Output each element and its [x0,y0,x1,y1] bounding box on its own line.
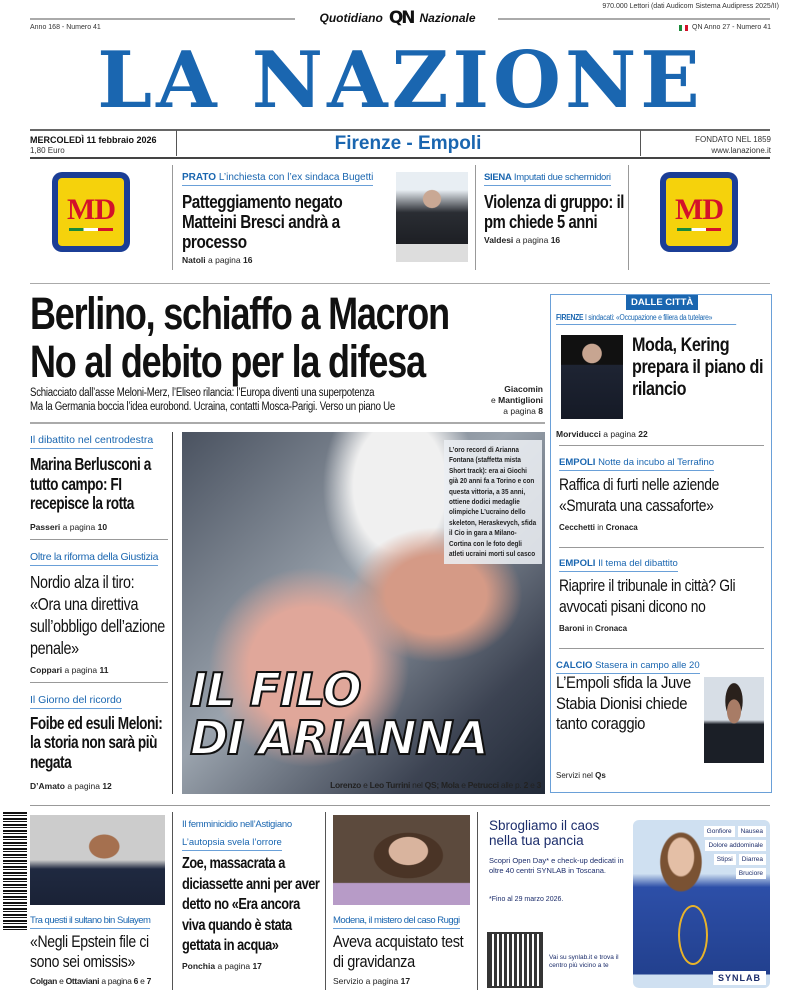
readership-note: 970.000 Lettori (dati Audicom Sistema Audipress 2025/II) [602,3,779,10]
bottom-story-zoe[interactable] [182,814,320,971]
divider [30,539,168,540]
divider [477,812,478,990]
photo-caption: L’oro record di Arianna Fontana (staffetta mista Short track): era ai Giochi già 20 anni fa a Torino e con questa vittoria, a 35 anni, ottiene dodici medaglie olimpiche L’ucraino dello skeleton, Heraskevych, sfida il Cio in gara a Milano-Cortina con le foto degli atleti ucraini morti sul casco [449,445,537,559]
headline[interactable]: Moda, Kering prepara il piano di rilancio [632,335,764,400]
byline: Morviducci a pagina 22 [556,429,648,439]
left-story-3[interactable] [30,690,168,791]
lead-byline: Giacomin e Mantiglioni a pagina 8 [491,384,543,416]
city-story-empoli-furti[interactable] [559,452,767,532]
masthead[interactable]: LA NAZIONE [97,35,704,126]
city-story-firenze[interactable] [556,313,768,441]
byline: Valdesi a pagina 16 [484,235,561,246]
photo-kering [561,335,623,419]
top-story-prato[interactable] [182,167,387,265]
ad-note: *Fino al 29 marzo 2026. [489,896,564,903]
website[interactable]: www.lanazione.it [711,146,771,155]
bottom-story-ruggi[interactable] [333,910,473,986]
byline: Servizio a pagina 17 [333,976,411,986]
byline: Baroni in Cronaca [559,624,628,633]
byline: Colgan e Ottaviani a pagina 6 e 7 [30,976,152,986]
tag: Dolore addominale [705,840,766,851]
kicker: Modena, il mistero del caso Ruggi [333,915,460,929]
divider [640,130,641,156]
tangle-line-icon [678,905,708,965]
divider [30,682,168,683]
tag: Stipsi [714,854,736,865]
headline[interactable]: Zoe, massacrata a diciassette anni per aver detto no «Era ancora viva quando è stata gettata in acqua» [182,855,320,954]
divider [498,18,770,20]
byline: D’Amato a pagina 12 [30,780,112,791]
edition-city: Firenze - Empoli [334,133,482,154]
headline[interactable]: Foibe ed esuli Meloni: la storia non sarà più negata [30,712,163,772]
kicker: Il Giorno del ricordo [30,694,122,709]
ad-qr-text: Vai su synlab.it e trova il centro più vicino a te [549,954,619,969]
ad-image [633,820,770,988]
issue-date: MERCOLEDÌ 11 febbraio 2026 [30,135,157,145]
divider [559,547,764,548]
md-ad-left[interactable] [52,172,130,252]
top-story-siena[interactable] [484,167,626,245]
left-story-1[interactable] [30,430,168,532]
price: 1,80 Euro [30,146,65,155]
byline: Cecchetti in Cronaca [559,523,638,532]
headline[interactable]: Riaprire il tribunale in città? Gli avvocati pisani dicono no [559,577,736,616]
lead-subtitle: Schiacciato dall’asse Meloni-Merz, l’Eliseo rilancia: l’Europa diventi una superpotenza Ma la Germania boccia l’idea eurobond. Ucraina, contatti Mosca-Parigi. Verso un piano Ue [30,387,395,413]
kicker: Tra questi il sultano bin Sulayem [30,915,150,929]
kicker-wrap [556,313,768,325]
main-photo-arianna-fontana[interactable] [182,432,545,794]
lead-headline-1[interactable]: Berlino, schiaffo a Macron [30,288,449,339]
divider [30,422,545,424]
photo-matteini-bresci [396,172,468,262]
lead-headline[interactable] [30,290,542,386]
kicker: SIENA Imputati due schermidori [484,172,611,186]
tag: Gonfiore [704,826,735,837]
italy-flag-icon [679,25,688,31]
bottom-story-epstein[interactable] [30,910,168,986]
kicker-2: L’autopsia svela l’orrore [182,837,282,851]
headline[interactable]: Aveva acquistato test di gravidanza [333,933,464,971]
left-story-2[interactable] [30,547,168,675]
md-ad-right[interactable] [660,172,738,252]
tag: Diarrea [739,854,766,865]
divider [30,129,770,131]
headline-wrap [632,335,766,401]
kicker: CALCIO Stasera in campo alle 20 [556,660,700,674]
divider [30,157,770,159]
photo-ruggi [333,815,470,905]
byline: Passeri a pagina 10 [30,521,108,532]
photo-bin-sulayem [30,815,165,905]
ad-title: Sbrogliamo il caos nella tua pancia [489,818,600,848]
divider [559,648,764,649]
tag: Bruciore [736,868,766,879]
md-logo: MD [67,193,115,226]
kicker: Il femminicidio nell’Astigiano [182,819,292,830]
city-story-empoli-tribunale[interactable] [559,553,767,633]
photo-caption-box [444,440,542,564]
headline[interactable]: Raffica di furti nelle aziende «Smurata una cassaforte» [559,476,719,515]
divider [475,165,476,270]
tag: Nausea [738,826,766,837]
byline: Ponchia a pagina 17 [182,960,262,971]
divider [559,445,764,446]
qn-brand [300,8,495,28]
headline[interactable]: Nordio alza il tiro: «Ora una direttiva sull’obbligo dell’azione penale» [30,571,165,658]
symptom-tags [686,826,766,879]
divider [30,283,770,284]
headline[interactable]: «Negli Epstein file ci sono sei omissis» [30,933,149,971]
byline: Servizi nel Qs [556,771,606,780]
qr-code[interactable] [489,934,541,986]
kicker: FIRENZE I sindacati: «Occupazione e filiera da tutelare» [556,313,736,325]
divider [172,432,173,794]
md-logo: MD [675,193,723,226]
edition-right-text: QN Anno 27 - Numero 41 [692,24,771,31]
dalle-citta-box [550,294,772,793]
headline-wrap [556,673,698,735]
photo-credits: Lorenzo e Leo Turrini nel QS; Mola e Petrucci alle p. 2 e 3 [330,780,541,790]
qn-left: Quotidiano [319,11,383,25]
founded: FONDATO NEL 1859 [695,135,771,144]
lead-headline-2[interactable]: No al debito per la difesa [30,336,425,387]
city-story-calcio[interactable] [556,655,768,787]
headline[interactable]: Marina Berlusconi a tutto campo: FI recepisce la rotta [30,454,151,514]
synlab-ad[interactable] [483,812,773,992]
divider [30,18,295,20]
kicker: Il dibattito nel centrodestra [30,434,153,449]
divider [172,165,173,270]
divider [172,812,173,990]
divider [30,805,770,806]
kicker: EMPOLI Il tema del dibattito [559,558,678,572]
left-column [30,430,168,791]
divider [628,165,629,270]
headline[interactable]: L’Empoli sfida la Juve Stabia Dionisi chiede tanto coraggio [556,674,691,733]
qn-right: Nazionale [419,11,476,25]
ad-body: Scopri Open Day* e check-up dedicati in oltre 40 centri SYNLAB in Toscana. [489,856,624,875]
divider [325,812,326,990]
synlab-logo: SYNLAB [713,971,766,985]
photo-dionisi [704,677,764,763]
byline: Coppari a pagina 11 [30,664,109,675]
edition-right [679,24,771,31]
section-label: DALLE CITTÀ [626,295,698,310]
photo-headline[interactable]: IL FILO DI ARIANNA [190,663,488,765]
barcode [3,812,27,932]
headline[interactable]: Patteggiamento negato Matteini Bresci andrà a processo [182,192,343,253]
kicker: PRATO L’inchiesta con l’ex sindaca Bugetti [182,172,373,186]
kicker: EMPOLI Notte da incubo al Terrafino [559,457,714,471]
edition-left: Anno 168 - Numero 41 [30,24,101,31]
headline[interactable]: Violenza di gruppo: il pm chiede 5 anni [484,192,624,233]
kicker: Oltre la riforma della Giustizia [30,551,158,566]
qn-logo: QN [388,8,414,28]
byline: Natoli a pagina 16 [182,255,253,266]
